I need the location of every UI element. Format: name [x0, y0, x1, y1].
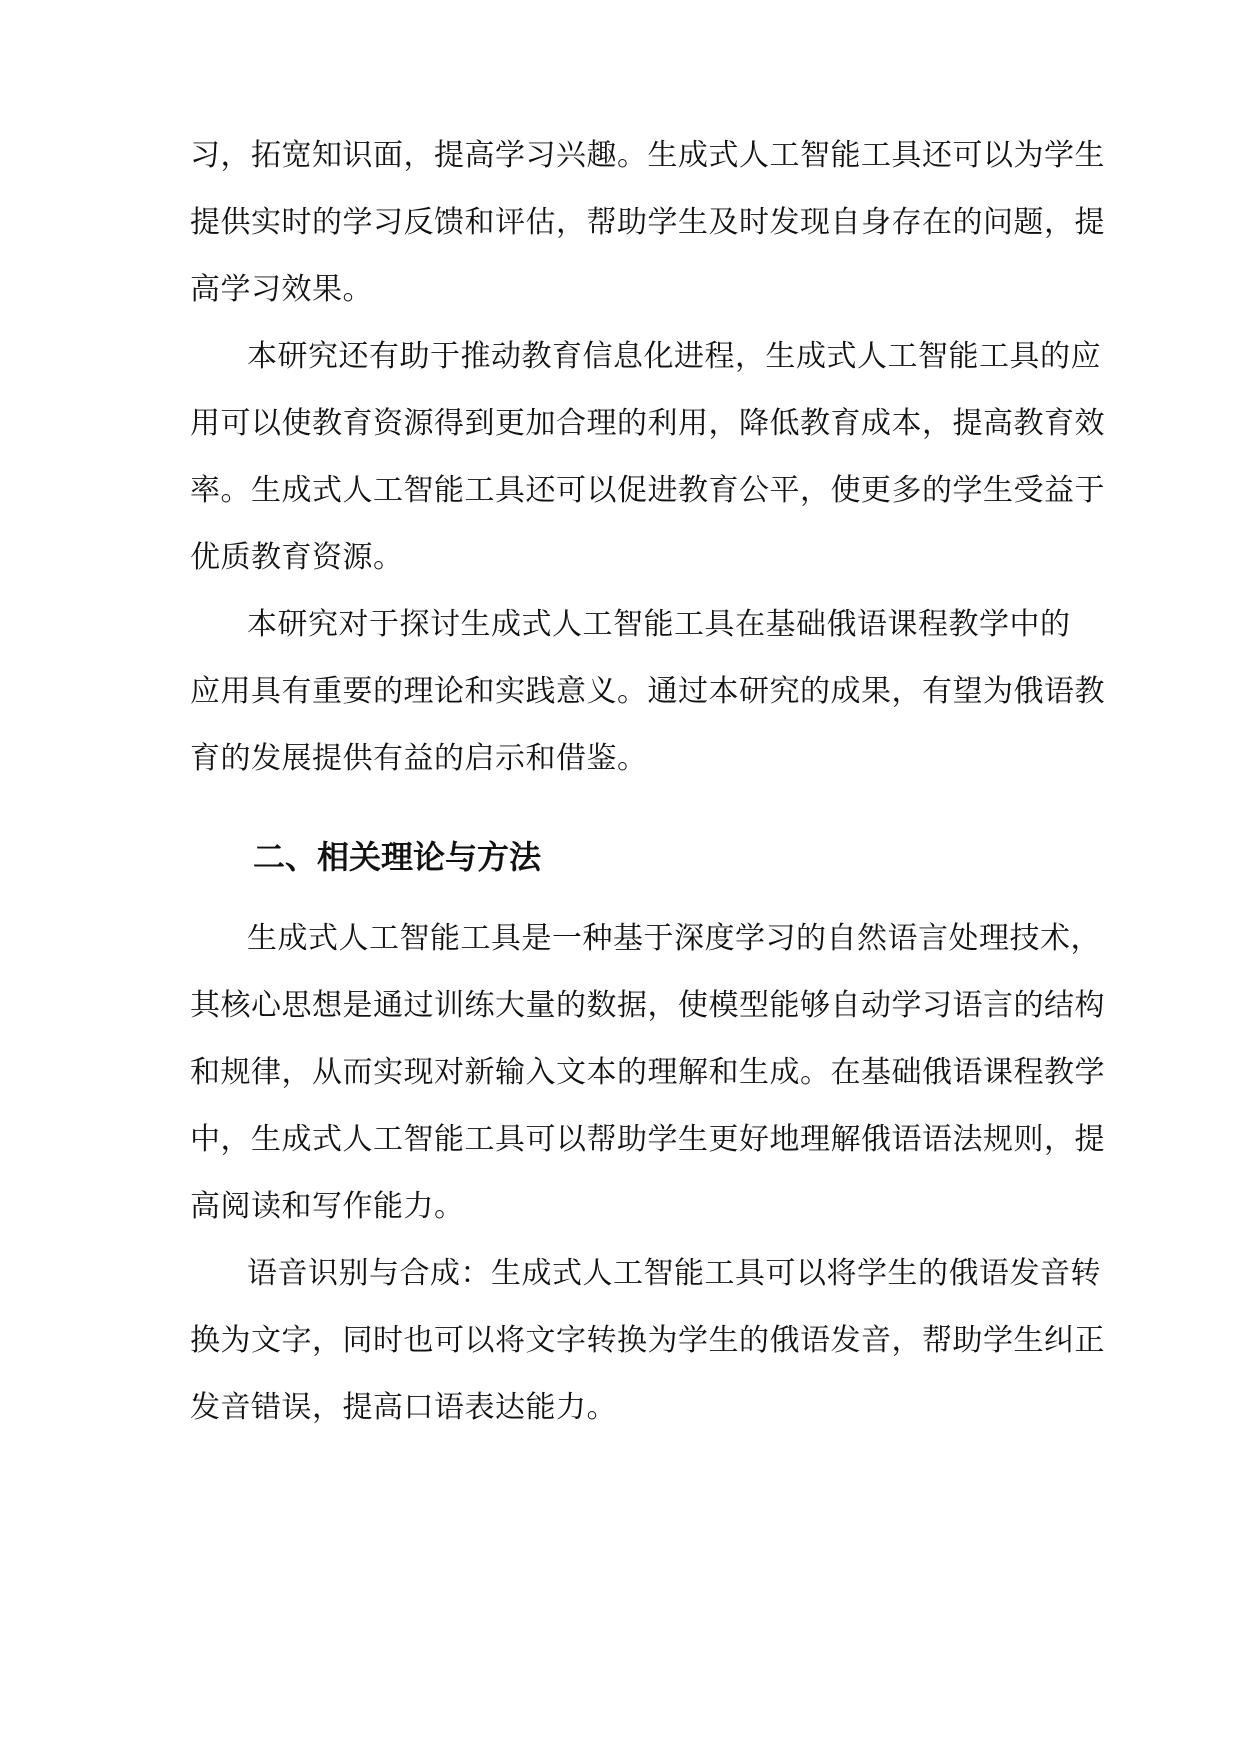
paragraph-2-line-1: 本研究还有助于推动教育信息化进程，生成式人工智能工具的应 [247, 339, 1101, 374]
paragraph-3-line-1: 本研究对于探讨生成式人工智能工具在基础俄语课程教学中的 [247, 607, 1071, 642]
paragraph-3-line-3: 育的发展提供有益的启示和借鉴。 [190, 741, 648, 776]
paragraph-2-line-2: 用可以使教育资源得到更加合理的利用，降低教育成本，提高教育效 [190, 406, 1105, 441]
section-paragraph-1-line-3: 和规律，从而实现对新输入文本的理解和生成。在基础俄语课程教学 [190, 1055, 1105, 1090]
paragraph-1-line-1: 习，拓宽知识面，提高学习兴趣。生成式人工智能工具还可以为学生 [190, 138, 1105, 173]
section-paragraph-2-line-3: 发音错误，提高口语表达能力。 [190, 1390, 617, 1425]
paragraph-1-line-2: 提供实时的学习反馈和评估，帮助学生及时发现自身存在的问题，提 [190, 205, 1105, 240]
section-paragraph-2-line-2: 换为文字，同时也可以将文字转换为学生的俄语发音，帮助学生纠正 [190, 1323, 1105, 1358]
paragraph-3-line-2: 应用具有重要的理论和实践意义。通过本研究的成果，有望为俄语教 [190, 674, 1105, 709]
paragraph-2-line-4: 优质教育资源。 [190, 540, 404, 575]
section-paragraph-1-line-2: 其核心思想是通过训练大量的数据，使模型能够自动学习语言的结构 [190, 988, 1105, 1023]
section-paragraph-1-line-4: 中，生成式人工智能工具可以帮助学生更好地理解俄语语法规则，提 [190, 1122, 1105, 1157]
section-paragraph-1-line-5: 高阅读和写作能力。 [190, 1189, 465, 1224]
section-paragraph-1-line-1: 生成式人工智能工具是一种基于深度学习的自然语言处理技术， [247, 921, 1101, 956]
paragraph-1-line-3: 高学习效果。 [190, 272, 373, 307]
section-heading: 二、相关理论与方法 [253, 838, 542, 876]
paragraph-2-line-3: 率。生成式人工智能工具还可以促进教育公平，使更多的学生受益于 [190, 473, 1105, 508]
section-paragraph-2-line-1: 语音识别与合成：生成式人工智能工具可以将学生的俄语发音转 [247, 1256, 1101, 1291]
